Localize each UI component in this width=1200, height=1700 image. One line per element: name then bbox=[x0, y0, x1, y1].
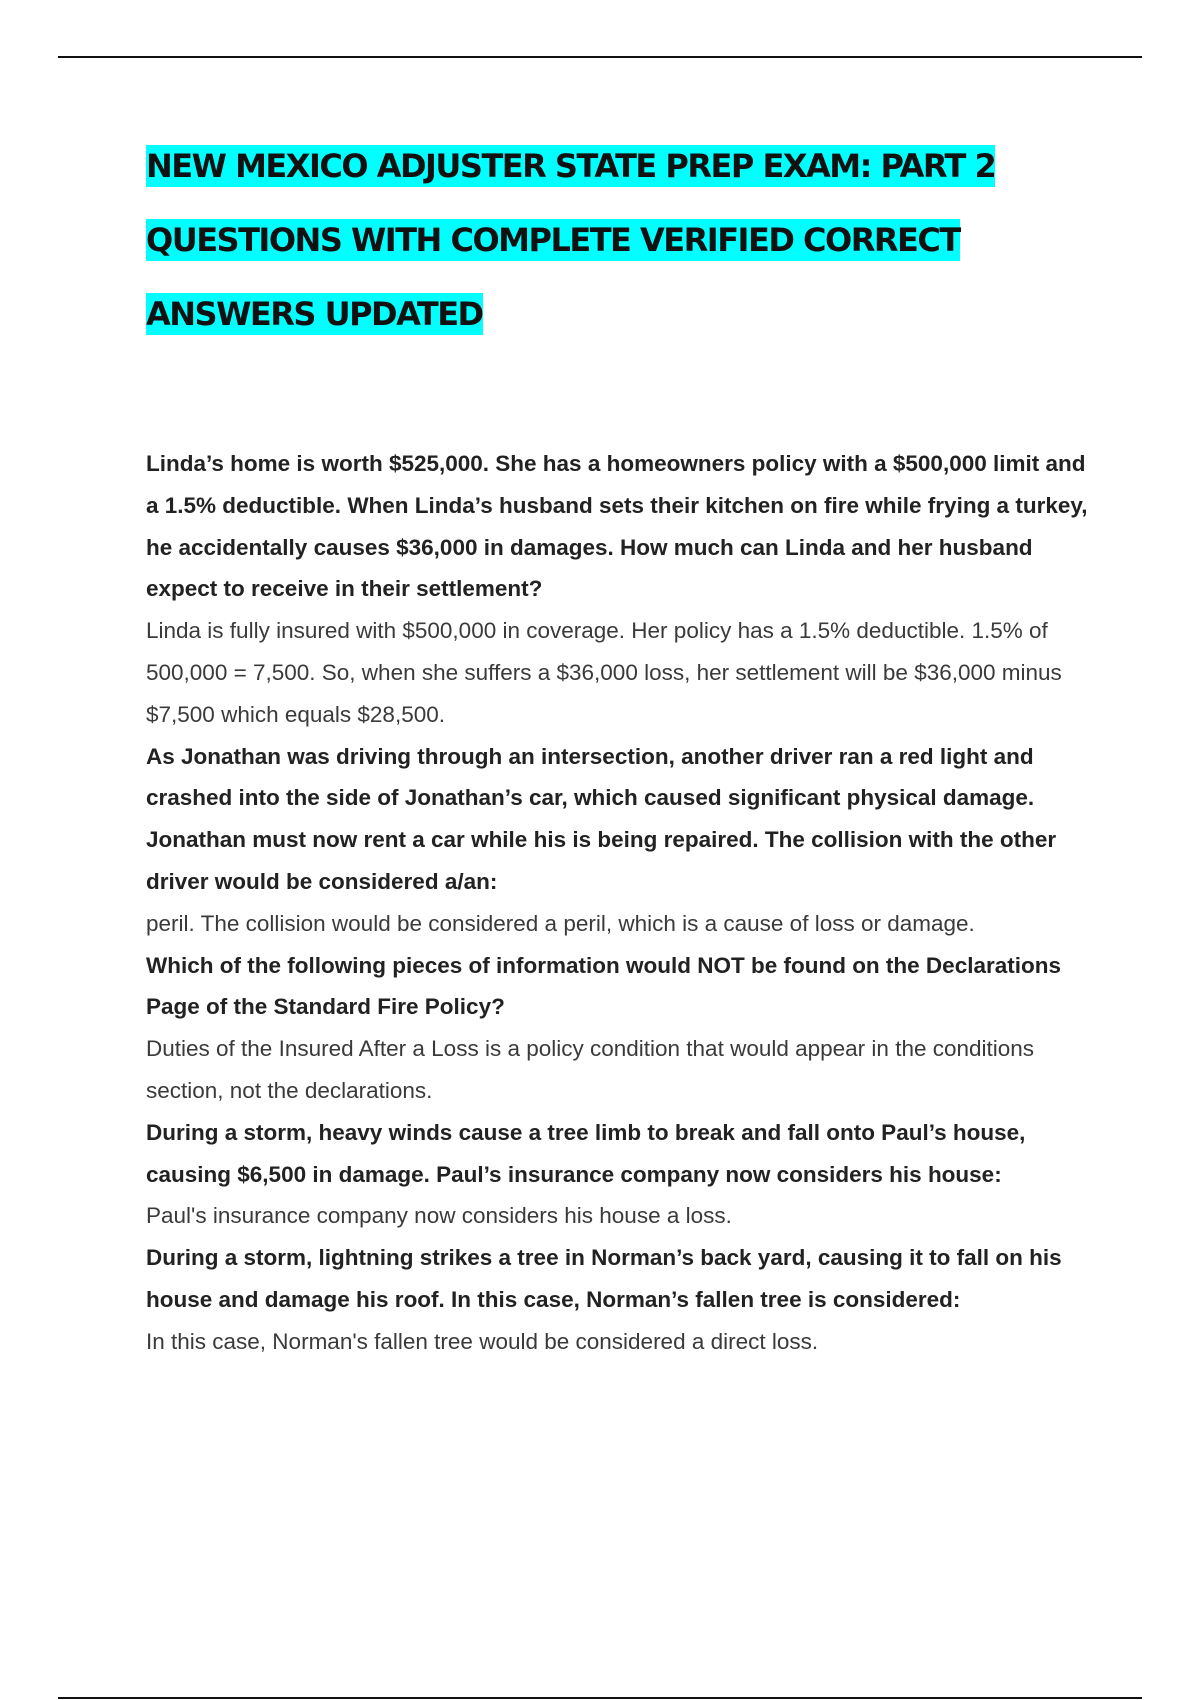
question-answer-list bbox=[146, 443, 1096, 1363]
title-line-text: ANSWERS UPDATED bbox=[146, 295, 483, 333]
question-text: Linda’s home is worth $525,000. She has a homeowners policy with a $500,000 limit and a 1.5% deductible. When Linda’s husband sets their kitchen on fire while frying a turkey, he accidentally causes $36,000 in damages. How much can Linda and her husband expect to receive in their settlement? bbox=[146, 451, 1088, 602]
answer-text: peril. The collision would be considered a peril, which is a cause of loss or damage. bbox=[146, 910, 975, 936]
header-rule bbox=[58, 56, 1142, 58]
document-title bbox=[146, 142, 1106, 364]
title-line bbox=[146, 142, 1106, 216]
question-text: As Jonathan was driving through an intersection, another driver ran a red light and crashed into the side of Jonathan’s car, which caused significant physical damage. Jonathan must now rent a car while his is being repaired. The collision with the other driver would be considered a/an: bbox=[146, 743, 1057, 894]
question-text: During a storm, lightning strikes a tree in Norman’s back yard, causing it to fall on his house and damage his roof. In this case, Norman’s fallen tree is considered: bbox=[146, 1245, 1062, 1312]
answer-text: Paul's insurance company now considers his house a loss. bbox=[146, 1203, 732, 1229]
footer-rule bbox=[58, 1697, 1142, 1699]
answer-text: Linda is fully insured with $500,000 in coverage. Her policy has a 1.5% deductible. 1.5% of 500,000 = 7,500. So, when she suffers a $36,000 loss, her settlement will be $36,000 minus $7,500 which equals $28,500. bbox=[146, 618, 1062, 727]
question-text: During a storm, heavy winds cause a tree limb to break and fall onto Paul’s house, causing $6,500 in damage. Paul’s insurance company now considers his house: bbox=[146, 1119, 1026, 1187]
title-line bbox=[146, 216, 1106, 290]
title-line bbox=[146, 290, 1106, 364]
answer-text: Duties of the Insured After a Loss is a policy condition that would appear in the conditions section, not the declarations. bbox=[146, 1036, 1035, 1103]
title-line-text: QUESTIONS WITH COMPLETE VERIFIED CORRECT bbox=[146, 221, 960, 259]
question-text: Which of the following pieces of information would NOT be found on the Declarations Page of the Standard Fire Policy? bbox=[146, 952, 1061, 1020]
answer-text: In this case, Norman's fallen tree would be considered a direct loss. bbox=[146, 1328, 819, 1354]
title-line-text: NEW MEXICO ADJUSTER STATE PREP EXAM: PART 2 bbox=[146, 147, 996, 185]
